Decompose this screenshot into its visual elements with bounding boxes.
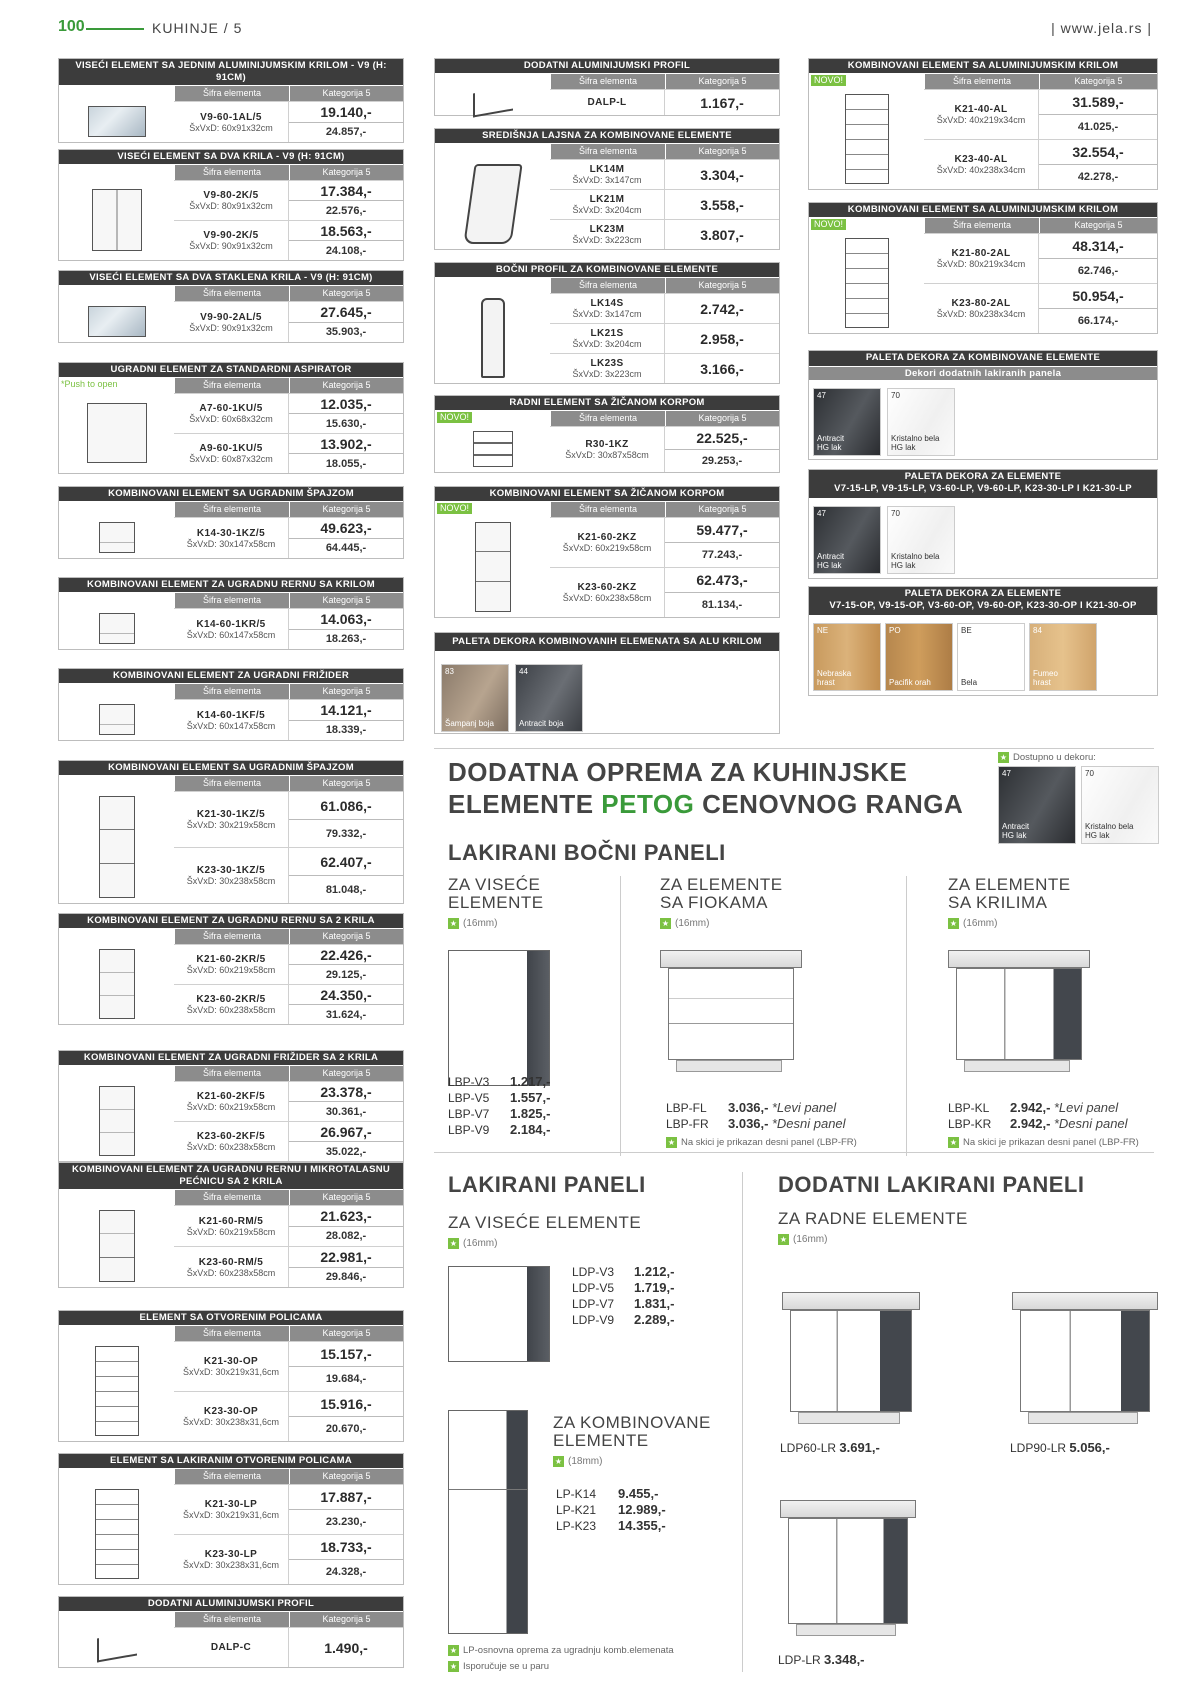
c3-price-list	[948, 1100, 1128, 1132]
column-header: Šifra elementa Kategorija 5	[174, 929, 403, 944]
product-code-cell: A7-60-1KU/5 ŠxVxD: 60x68x32cm	[174, 394, 289, 433]
product-code-cell: K23-60-2KR/5 ŠxVxD: 60x238x58cm	[174, 985, 289, 1024]
box-title: ELEMENT SA LAKIRANIM OTVORENIM POLICAMA	[59, 1454, 403, 1468]
price-cell: 19.140,- 24.857,-	[289, 102, 403, 142]
left-product-box	[58, 1310, 404, 1442]
product-row[interactable]	[550, 426, 779, 472]
product-thumbnail	[817, 89, 917, 189]
swatch-pacifik[interactable]: PO Pacifik orah	[885, 623, 953, 691]
product-row[interactable]	[174, 1205, 403, 1246]
price-cell: 26.967,- 35.022,-	[289, 1122, 403, 1161]
price-cell: 59.477,- 77.243,-	[665, 518, 779, 567]
product-code-cell: K21-80-2AL ŠxVxD: 80x219x34cm	[924, 234, 1039, 283]
column-header: Šifra elementa Kategorija 5	[174, 1612, 403, 1627]
c2-mm: ★ (16mm)	[661, 918, 710, 930]
product-code-cell: K21-60-2KZ ŠxVxD: 60x219x58cm	[550, 518, 665, 567]
price-line: LBP-KL 2.942,- *Levi panel	[948, 1100, 1119, 1115]
box-title: KOMBINOVANI ELEMENT ZA UGRADNU RERNU SA KRILOM	[59, 578, 403, 592]
dp-mm: ★ (16mm)	[779, 1234, 828, 1246]
kp-panel-drawing	[448, 1410, 528, 1634]
palette-3-title: PALETA DEKORA ZA ELEMENTE V7-15-OP, V9-15-OP, V3-60-OP, V9-60-OP, K23-30-OP I K21-30-OP	[809, 587, 1157, 615]
price-cell: 2.742,-	[700, 300, 744, 317]
price-cell: 61.086,- 79.332,-	[289, 792, 403, 847]
product-row[interactable]	[174, 1081, 403, 1121]
price-cell: 24.350,- 31.624,-	[289, 985, 403, 1024]
product-code-cell: K23-30-1KZ/5 ŠxVxD: 30x238x58cm	[174, 848, 289, 903]
product-thumbnail	[817, 233, 917, 333]
price-cell: 1.167,-	[700, 94, 744, 111]
kp-price-list	[556, 1486, 666, 1534]
left-product-box	[58, 362, 404, 474]
c1-price-list	[448, 1074, 550, 1138]
box-title: KOMBINOVANI ELEMENT ZA UGRADNU RERNU SA 2 KRILA	[59, 914, 403, 928]
product-row[interactable]	[174, 847, 403, 903]
product-code-cell: LK21M ŠxVxD: 3x204cm	[550, 190, 665, 219]
column-header: Šifra elementa Kategorija 5	[174, 1190, 403, 1205]
column-header: Šifra elementa Kategorija 5	[174, 593, 403, 608]
product-row[interactable]	[550, 219, 779, 249]
product-row[interactable]	[924, 283, 1157, 333]
product-thumbnail	[443, 293, 543, 383]
c2-drawer-drawing	[660, 950, 802, 1072]
product-row[interactable]	[550, 89, 779, 115]
product-row[interactable]	[550, 323, 779, 353]
column-header: Šifra elementa Kategorija 5	[924, 218, 1157, 233]
lp-panel-drawing	[448, 1266, 550, 1362]
price-line: LBP-V9 2.184,-	[448, 1122, 551, 1137]
column-header: Šifra elementa Kategorija 5	[174, 684, 403, 699]
price-line: LDP-V3 1.212,-	[572, 1264, 675, 1279]
product-code-cell: K23-80-2AL ŠxVxD: 80x238x34cm	[924, 284, 1039, 333]
product-row[interactable]	[174, 220, 403, 260]
left-product-box	[58, 760, 404, 904]
product-code-cell: K21-60-2KR/5 ŠxVxD: 60x219x58cm	[174, 945, 289, 984]
price-cell: 31.589,- 41.025,-	[1039, 90, 1157, 139]
avail-swatch-antracit[interactable]: 47 Antracit HG lak	[998, 766, 1076, 844]
column-header: Šifra elementa Kategorija 5	[174, 165, 403, 180]
product-thumbnail	[443, 159, 543, 249]
product-row[interactable]	[174, 1341, 403, 1391]
push-note: *Push to open	[61, 379, 118, 389]
palette-2-title: PALETA DEKORA ZA ELEMENTE V7-15-LP, V9-15-LP, V3-60-LP, V9-60-LP, K23-30-LP I K21-30-LP	[809, 470, 1157, 498]
c3-mm: ★ (16mm)	[949, 918, 998, 930]
lp-mm: ★ (16mm)	[449, 1238, 498, 1250]
product-row[interactable]	[550, 293, 779, 323]
available-label: ★ Dostupno u dekoru:	[999, 752, 1096, 764]
column-header: Šifra elementa Kategorija 5	[550, 74, 779, 89]
product-row[interactable]	[174, 433, 403, 473]
product-code-cell: DALP-C	[174, 1628, 289, 1667]
palette-1-subtitle: Dekori dodatnih lakiranih panela	[809, 366, 1157, 380]
price-cell: 48.314,- 62.746,-	[1039, 234, 1157, 283]
section-divider-top	[434, 748, 1154, 749]
right-product-box	[808, 202, 1158, 334]
product-thumbnail	[67, 393, 167, 473]
price-cell: 22.426,- 29.125,-	[289, 945, 403, 984]
column-header: Šifra elementa Kategorija 5	[174, 378, 403, 393]
product-row[interactable]	[550, 189, 779, 219]
dp-price-90: LDP90-LR 5.056,-	[1010, 1440, 1110, 1455]
lp-sub: ZA VISEĆE ELEMENTE	[448, 1213, 642, 1232]
left-product-box	[58, 1050, 404, 1162]
left-product-box	[58, 270, 404, 343]
c1-panel-drawing	[448, 950, 550, 1086]
dp-title: DODATNI LAKIRANI PANELI	[778, 1172, 1085, 1197]
price-cell: 62.473,- 81.134,-	[665, 568, 779, 617]
extra-title: DODATNA OPREMA ZA KUHINJSKE ELEMENTE PETOG CENOVNOG RANGA	[448, 757, 964, 819]
product-row[interactable]	[550, 517, 779, 567]
product-thumbnail	[67, 517, 167, 558]
box-title: VISEĆI ELEMENT SA DVA KRILA - V9 (H: 91CM)	[59, 150, 403, 164]
product-thumbnail	[67, 1081, 167, 1161]
page-number: 100	[58, 18, 85, 35]
price-cell: 21.623,- 28.082,-	[289, 1206, 403, 1246]
product-row[interactable]	[174, 791, 403, 847]
product-row[interactable]	[174, 393, 403, 433]
price-cell: 15.157,- 19.684,-	[289, 1342, 403, 1391]
swatch-fumeo[interactable]: 84 Fumeo hrast	[1029, 623, 1097, 691]
swatch-nebraska[interactable]: NE Nebraska hrast	[813, 623, 881, 691]
product-code-cell: K21-30-OP ŠxVxD: 30x219x31,6cm	[174, 1342, 289, 1391]
column-header: Šifra elementa Kategorija 5	[550, 278, 779, 293]
section-divider-mid	[434, 1152, 1154, 1153]
product-row[interactable]	[550, 159, 779, 189]
product-code-cell: K14-30-1KZ/5 ŠxVxD: 30x147x58cm	[174, 518, 289, 558]
product-row[interactable]	[174, 699, 403, 740]
c2-foot: ★ Na skici je prikazan desni panel (LBP-FR)	[667, 1137, 857, 1149]
product-row[interactable]	[550, 567, 779, 617]
c3-title: ZA ELEMENTE SA KRILIMA	[948, 875, 1071, 912]
star-icon: ★	[449, 1239, 458, 1248]
mid-palette-box	[434, 632, 780, 734]
product-row[interactable]	[174, 101, 403, 142]
foot-2: ★ Isporučuje se u paru	[449, 1661, 550, 1673]
column-header: Šifra elementa Kategorija 5	[174, 776, 403, 791]
price-line: LBP-FL 3.036,- *Levi panel	[666, 1100, 837, 1115]
lp-title: LAKIRANI PANELI	[448, 1172, 646, 1197]
product-code-cell: V9-60-1AL/5 ŠxVxD: 60x91x32cm	[174, 102, 289, 142]
swatch-antracit-hg-2[interactable]: 47 Antracit HG lak	[813, 506, 881, 574]
price-line: LDP-V5 1.719,-	[572, 1280, 675, 1295]
lbp-title: LAKIRANI BOČNI PANELI	[448, 840, 726, 865]
c2-title: ZA ELEMENTE SA FIOKAMA	[660, 875, 783, 912]
product-row[interactable]	[174, 1121, 403, 1161]
header-line	[86, 28, 144, 30]
price-cell: 27.645,- 35.903,-	[289, 302, 403, 342]
product-thumbnail	[67, 1627, 167, 1667]
column-header: Šifra elementa Kategorija 5	[550, 144, 779, 159]
box-title: KOMBINOVANI ELEMENT ZA UGRADNU RERNU I MIKROTALASNU PEĆNICU SA 2 KRILA	[59, 1163, 403, 1189]
box-title: BOČNI PROFIL ZA KOMBINOVANE ELEMENTE	[435, 263, 779, 277]
product-code-cell: LK21S ŠxVxD: 3x204cm	[550, 324, 665, 353]
mid-palette-title: PALETA DEKORA KOMBINOVANIH ELEMENATA SA ALU KRILOM	[435, 633, 779, 651]
product-row[interactable]	[924, 233, 1157, 283]
website: | www.jela.rs |	[1051, 20, 1152, 36]
mid-product-box	[434, 128, 780, 250]
product-row[interactable]	[174, 1484, 403, 1534]
product-code-cell: V9-90-2AL/5 ŠxVxD: 90x91x32cm	[174, 302, 289, 342]
star-icon: ★	[449, 919, 458, 928]
price-cell: 13.902,- 18.055,-	[289, 434, 403, 473]
swatch-bela[interactable]: BE Bela	[957, 623, 1025, 691]
dp-unit-90	[1012, 1292, 1158, 1424]
palette-2	[808, 469, 1158, 579]
product-row[interactable]	[174, 517, 403, 558]
dp-price-lr: LDP-LR 3.348,-	[778, 1652, 865, 1667]
star-icon: ★	[449, 1646, 458, 1655]
price-cell: 32.554,- 42.278,-	[1039, 140, 1157, 189]
dp-unit-60	[782, 1292, 920, 1424]
product-code-cell: K23-40-AL ŠxVxD: 40x238x34cm	[924, 140, 1039, 189]
kp-mm: ★ (18mm)	[554, 1456, 603, 1468]
left-product-box	[58, 577, 404, 650]
c1-title: ZA VISEĆE ELEMENTE	[448, 875, 544, 912]
product-code-cell: K21-60-RM/5 ŠxVxD: 60x219x58cm	[174, 1206, 289, 1246]
price-line: LP-K21 12.989,-	[556, 1502, 666, 1517]
box-title: ELEMENT SA OTVORENIM POLICAMA	[59, 1311, 403, 1325]
product-thumbnail	[67, 1205, 167, 1287]
column-header: Šifra elementa Kategorija 5	[924, 74, 1157, 89]
product-row[interactable]	[174, 1534, 403, 1584]
dp-unit-lr	[780, 1500, 916, 1636]
price-line: LBP-V5 1.557,-	[448, 1090, 551, 1105]
product-thumbnail	[67, 791, 167, 903]
column-header: Šifra elementa Kategorija 5	[174, 502, 403, 517]
price-cell: 15.916,- 20.670,-	[289, 1392, 403, 1441]
product-row[interactable]	[174, 944, 403, 984]
kp-title: ZA KOMBINOVANE ELEMENTE	[553, 1413, 711, 1450]
left-product-box	[58, 1162, 404, 1288]
star-icon: ★	[779, 1235, 788, 1244]
product-code-cell: K23-60-RM/5 ŠxVxD: 60x238x58cm	[174, 1247, 289, 1287]
price-line: LBP-V3 1.217,-	[448, 1074, 551, 1089]
price-line: LBP-V7 1.825,-	[448, 1106, 551, 1121]
product-thumbnail	[67, 608, 167, 649]
box-title: UGRADNI ELEMENT ZA STANDARDNI ASPIRATOR	[59, 363, 403, 377]
product-thumbnail	[67, 944, 167, 1024]
product-code-cell: R30-1KZ ŠxVxD: 30x87x58cm	[550, 427, 665, 472]
price-cell: 3.304,-	[700, 166, 744, 183]
mid-product-box	[434, 486, 780, 618]
price-cell: 1.490,-	[324, 1639, 368, 1656]
mid-product-box	[434, 262, 780, 384]
star-icon: ★	[449, 1662, 458, 1671]
product-code-cell: K23-30-OP ŠxVxD: 30x238x31,6cm	[174, 1392, 289, 1441]
price-cell: 17.887,- 23.230,-	[289, 1485, 403, 1534]
product-code-cell: LK14M ŠxVxD: 3x147cm	[550, 160, 665, 189]
novo-badge: NOVO!	[811, 219, 846, 230]
palette-1	[808, 350, 1158, 460]
swatch-antracit-hg[interactable]: 47 Antracit HG lak	[813, 388, 881, 456]
product-thumbnail	[443, 89, 543, 115]
price-cell: 2.958,-	[700, 330, 744, 347]
price-cell: 14.121,- 18.339,-	[289, 700, 403, 740]
swatch-kristalno-bela[interactable]: 70 Kristalno bela HG lak	[887, 388, 955, 456]
left-product-box	[58, 1453, 404, 1585]
box-title: DODATNI ALUMINIJUMSKI PROFIL	[59, 1597, 403, 1611]
section-title: KUHINJE / 5	[152, 20, 243, 36]
price-cell: 62.407,- 81.048,-	[289, 848, 403, 903]
product-row[interactable]	[174, 1627, 403, 1667]
swatch-anthracite[interactable]: 44 Antracit boja	[515, 664, 583, 732]
left-product-box	[58, 1596, 404, 1668]
left-product-box	[58, 58, 404, 143]
novo-badge: NOVO!	[437, 412, 472, 423]
product-thumbnail	[67, 101, 167, 142]
product-row[interactable]	[924, 139, 1157, 189]
price-cell: 3.807,-	[700, 226, 744, 243]
product-thumbnail	[67, 301, 167, 342]
price-cell: 22.525,- 29.253,-	[665, 427, 779, 472]
star-icon: ★	[661, 919, 670, 928]
price-cell: 17.384,- 22.576,-	[289, 181, 403, 220]
left-product-box	[58, 486, 404, 559]
product-code-cell: LK23M ŠxVxD: 3x223cm	[550, 220, 665, 249]
product-code-cell: K14-60-1KR/5 ŠxVxD: 60x147x58cm	[174, 609, 289, 649]
product-code-cell: DALP-L	[550, 90, 665, 115]
star-icon: ★	[999, 753, 1008, 762]
price-cell: 18.563,- 24.108,-	[289, 221, 403, 260]
foot-1: ★ LP-osnovna oprema za ugradnju komb.elemenata	[449, 1645, 674, 1657]
price-line: LBP-FR 3.036,- *Desni panel	[666, 1116, 846, 1131]
price-line: LP-K14 9.455,-	[556, 1486, 659, 1501]
product-code-cell: K21-40-AL ŠxVxD: 40x219x34cm	[924, 90, 1039, 139]
product-row[interactable]	[174, 1246, 403, 1287]
product-code-cell: K21-30-LP ŠxVxD: 30x219x31,6cm	[174, 1485, 289, 1534]
product-thumbnail	[67, 180, 167, 260]
box-title: VISEĆI ELEMENT SA JEDNIM ALUMINIJUMSKIM KRILOM - V9 (H: 91CM)	[59, 59, 403, 85]
price-cell: 12.035,- 15.630,-	[289, 394, 403, 433]
left-product-box	[58, 149, 404, 261]
product-code-cell: K23-60-2KF/5 ŠxVxD: 60x238x58cm	[174, 1122, 289, 1161]
product-row[interactable]	[924, 89, 1157, 139]
product-row[interactable]	[550, 353, 779, 383]
dp-sub: ZA RADNE ELEMENTE	[778, 1209, 968, 1228]
mid-product-box	[434, 395, 780, 473]
price-cell: 49.623,- 64.445,-	[289, 518, 403, 558]
column-header: Šifra elementa Kategorija 5	[174, 86, 403, 101]
column-header: Šifra elementa Kategorija 5	[174, 1326, 403, 1341]
swatch-champagne[interactable]: 83 Šampanj boja	[441, 664, 509, 732]
box-title: KOMBINOVANI ELEMENT SA ALUMINIJUMSKIM KRILOM	[809, 203, 1157, 217]
product-row[interactable]	[174, 608, 403, 649]
product-thumbnail	[67, 1341, 167, 1441]
column-header: Šifra elementa Kategorija 5	[550, 411, 779, 426]
product-code-cell: V9-80-2K/5 ŠxVxD: 80x91x32cm	[174, 181, 289, 220]
product-thumbnail	[443, 426, 543, 472]
price-cell: 18.733,- 24.328,-	[289, 1535, 403, 1584]
price-cell: 3.558,-	[700, 196, 744, 213]
star-icon: ★	[667, 1138, 676, 1147]
palette-1-title: PALETA DEKORA ZA KOMBINOVANE ELEMENTE	[809, 351, 1157, 366]
product-row[interactable]	[174, 301, 403, 342]
left-product-box	[58, 668, 404, 741]
column-header: Šifra elementa Kategorija 5	[174, 1469, 403, 1484]
novo-badge: NOVO!	[811, 75, 846, 86]
product-row[interactable]	[174, 984, 403, 1024]
dp-price-60: LDP60-LR 3.691,-	[780, 1440, 880, 1455]
product-code-cell: V9-90-2K/5 ŠxVxD: 90x91x32cm	[174, 221, 289, 260]
price-cell: 22.981,- 29.846,-	[289, 1247, 403, 1287]
star-icon: ★	[949, 1138, 958, 1147]
box-title: VISEĆI ELEMENT SA DVA STAKLENA KRILA - V9 (H: 91CM)	[59, 271, 403, 285]
product-code-cell: LK14S ŠxVxD: 3x147cm	[550, 294, 665, 323]
c1-mm: ★ (16mm)	[449, 918, 498, 930]
left-product-box	[58, 913, 404, 1025]
price-line: LP-K23 14.355,-	[556, 1518, 666, 1533]
product-code-cell: LK23S ŠxVxD: 3x223cm	[550, 354, 665, 383]
box-title: SREDIŠNJA LAJSNA ZA KOMBINOVANE ELEMENTE	[435, 129, 779, 143]
mid-product-box	[434, 58, 780, 116]
box-title: DODATNI ALUMINIJUMSKI PROFIL	[435, 59, 779, 73]
box-title: KOMBINOVANI ELEMENT ZA UGRADNI FRIŽIDER	[59, 669, 403, 683]
price-cell: 3.166,-	[700, 360, 744, 377]
box-title: KOMBINOVANI ELEMENT SA UGRADNIM ŠPAJZOM	[59, 761, 403, 775]
column-header: Šifra elementa Kategorija 5	[174, 1066, 403, 1081]
product-code-cell: K21-60-2KF/5 ŠxVxD: 60x219x58cm	[174, 1082, 289, 1121]
product-thumbnail	[443, 517, 543, 617]
price-line: LDP-V9 2.289,-	[572, 1312, 675, 1327]
price-cell: 23.378,- 30.361,-	[289, 1082, 403, 1121]
avail-swatch-bela[interactable]: 70 Kristalno bela HG lak	[1081, 766, 1159, 844]
product-thumbnail	[67, 699, 167, 740]
swatch-kristalno-bela-2[interactable]: 70 Kristalno bela HG lak	[887, 506, 955, 574]
star-icon: ★	[949, 919, 958, 928]
product-code-cell: K23-60-2KZ ŠxVxD: 60x238x58cm	[550, 568, 665, 617]
right-product-box	[808, 58, 1158, 190]
product-code-cell: K14-60-1KF/5 ŠxVxD: 60x147x58cm	[174, 700, 289, 740]
price-cell: 14.063,- 18.263,-	[289, 609, 403, 649]
box-title: RADNI ELEMENT SA ŽIČANOM KORPOM	[435, 396, 779, 410]
star-icon: ★	[554, 1457, 563, 1466]
box-title: KOMBINOVANI ELEMENT SA ALUMINIJUMSKIM KRILOM	[809, 59, 1157, 73]
product-code-cell: A9-60-1KU/5 ŠxVxD: 60x87x32cm	[174, 434, 289, 473]
c3-foot: ★ Na skici je prikazan desni panel (LBP-FR)	[949, 1137, 1139, 1149]
lp-price-list	[572, 1264, 674, 1328]
price-line: LBP-KR 2.942,- *Desni panel	[948, 1116, 1128, 1131]
palette-3	[808, 586, 1158, 696]
price-line: LDP-V7 1.831,-	[572, 1296, 675, 1311]
product-code-cell: K23-30-LP ŠxVxD: 30x238x31,6cm	[174, 1535, 289, 1584]
product-row[interactable]	[174, 1391, 403, 1441]
column-header: Šifra elementa Kategorija 5	[174, 286, 403, 301]
box-title: KOMBINOVANI ELEMENT SA UGRADNIM ŠPAJZOM	[59, 487, 403, 501]
c2-price-list	[666, 1100, 846, 1132]
novo-badge: NOVO!	[437, 503, 472, 514]
product-row[interactable]	[174, 180, 403, 220]
product-code-cell: K21-30-1KZ/5 ŠxVxD: 30x219x58cm	[174, 792, 289, 847]
column-header: Šifra elementa Kategorija 5	[550, 502, 779, 517]
c3-door-drawing	[948, 950, 1090, 1072]
price-cell: 50.954,- 66.174,-	[1039, 284, 1157, 333]
box-title: KOMBINOVANI ELEMENT ZA UGRADNI FRIŽIDER SA 2 KRILA	[59, 1051, 403, 1065]
product-thumbnail	[67, 1484, 167, 1584]
box-title: KOMBINOVANI ELEMENT SA ŽIČANOM KORPOM	[435, 487, 779, 501]
